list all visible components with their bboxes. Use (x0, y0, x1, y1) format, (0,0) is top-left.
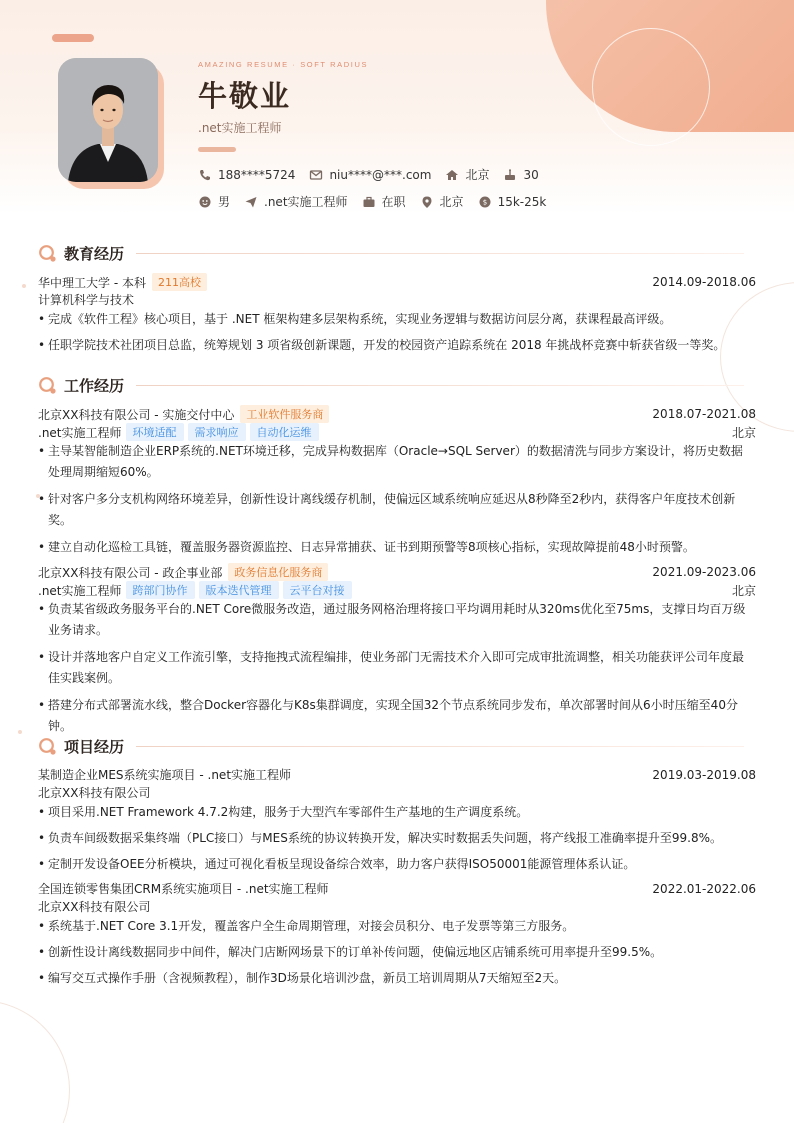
search-icon (38, 244, 58, 264)
project-header (38, 880, 756, 897)
contact-phone-text: 188****5724 (218, 167, 296, 182)
project-name: 某制造企业MES系统实施项目 - .net实施工程师 (38, 768, 292, 782)
major-name: 计算机科学与技术 (38, 293, 135, 307)
cake-icon (503, 168, 517, 182)
education-major (38, 291, 756, 308)
section-title-text: 教育经历 (64, 245, 125, 263)
header-decor-ring (592, 28, 710, 146)
skill-tag: 自动化运维 (250, 423, 319, 441)
project-date: 2022.01-2022.06 (652, 881, 756, 896)
job-badge: 政务信息化服务商 (228, 563, 328, 581)
project-company-row (38, 898, 756, 915)
section-title-text: 项目经历 (64, 738, 125, 756)
resume-header (0, 0, 794, 214)
project-company-row (38, 784, 756, 801)
list-item: • 项目采用.NET Framework 4.7.2构建，服务于大型汽车零部件生产基地的生产调度系统。 (38, 802, 750, 823)
job-role: .net实施工程师 (38, 583, 122, 598)
section-divider (136, 746, 744, 747)
list-item: • 定制开发设备OEE分析模块，通过可视化看板呈现设备综合效率，助力客户获得ISO50001能源管理体系认证。 (38, 854, 750, 875)
contact-status (362, 193, 406, 210)
section-projects-title (38, 736, 744, 757)
briefcase-icon (362, 195, 376, 209)
location-icon (420, 195, 434, 209)
job-header (38, 405, 756, 423)
skill-tag: 云平台对接 (283, 581, 352, 599)
list-item: • 设计并落地客户自定义工作流引擎，支持拖拽式流程编排，使业务部门无需技术介入即可完成审批流调整，相关功能获评公司年度最佳实践案例。 (38, 647, 750, 689)
contact-email-text: niu****@***.com (329, 167, 432, 182)
education-header (38, 273, 756, 291)
decor-dot (22, 284, 26, 288)
contact-email (309, 168, 431, 182)
list-item: • 任职学院技术社团项目总监，统筹规划 3 项省级创新课题，开发的校园资产追踪系统在 2018 年挑战杯竞赛中斩获省级一等奖。 (38, 335, 750, 356)
contact-intent (244, 193, 348, 210)
job-role-row (38, 581, 756, 599)
header-eyebrow: AMAZING RESUME · SOFT RADIUS (198, 60, 369, 69)
home-icon (445, 168, 459, 182)
project-name: 全国连锁零售集团CRM系统实施项目 - .net实施工程师 (38, 882, 329, 896)
job-title: .net实施工程师 (198, 121, 282, 135)
contact-age-text: 30 (523, 167, 539, 182)
job-date: 2021.09-2023.06 (652, 565, 756, 579)
list-item: • 搭建分布式部署流水线，整合Docker容器化与K8s集群调度，实现全国32个节点系统同步发布，单次部署时间从6小时压缩至40分钟。 (38, 695, 750, 737)
candidate-name: 牛敬业 (198, 79, 292, 113)
section-work-title (38, 375, 744, 396)
gender-icon (198, 195, 212, 209)
project-company: 北京XX科技有限公司 (38, 786, 151, 800)
contact-gender (198, 193, 230, 210)
contact-location-text: 北京 (439, 195, 464, 209)
mail-icon (309, 168, 323, 182)
search-icon (38, 737, 58, 757)
project-company: 北京XX科技有限公司 (38, 900, 151, 914)
svg-text:$: $ (482, 198, 487, 207)
contact-row-2 (198, 193, 560, 210)
section-education-title (38, 243, 744, 264)
list-item: • 主导某智能制造企业ERP系统的.NET环境迁移，完成异构数据库（Oracle→SQL Server）的数据清洗与同步方案设计，将历史数据处理周期缩短60%。 (38, 441, 750, 483)
decor-dot (18, 730, 22, 734)
profile-photo (58, 58, 158, 182)
list-item: • 创新性设计离线数据同步中间件，解决门店断网场景下的订单补传问题，使偏远地区店铺系统可用率提升至99.5%。 (38, 942, 750, 963)
phone-icon (198, 168, 212, 182)
contact-location (420, 193, 464, 210)
contact-city-text: 北京 (465, 168, 490, 182)
job-role-row (38, 423, 756, 441)
list-item: • 负责某省级政务服务平台的.NET Core微服务改造，通过服务网格治理将接口平均调用耗时从320ms优化至75ms，支撑日均百万级业务请求。 (38, 599, 750, 641)
contact-age (503, 168, 538, 182)
contact-salary-text: 15k-25k (497, 194, 547, 209)
list-item: • 编写交互式操作手册（含视频教程），制作3D场景化培训沙盘，新员工培训周期从7天缩短至2天。 (38, 968, 750, 989)
salary-icon (478, 195, 492, 209)
list-item: • 负责车间级数据采集终端（PLC接口）与MES系统的协议转换开发，解决实时数据丢失问题，将产线报工准确率提升至99.8%。 (38, 828, 750, 849)
project-header (38, 766, 756, 783)
section-title-text: 工作经历 (64, 377, 125, 395)
education-date: 2014.09-2018.06 (652, 275, 756, 289)
job-company: 北京XX科技有限公司 - 政企事业部 (38, 565, 223, 580)
school-badge: 211高校 (152, 273, 207, 291)
header-divider-pill (198, 147, 236, 152)
job-city: 北京 (731, 425, 756, 440)
search-icon (38, 376, 58, 396)
skill-tag: 版本迭代管理 (199, 581, 279, 599)
list-item: • 建立自动化巡检工具链，覆盖服务器资源监控、日志异常捕获、证书到期预警等8项核心指标，实现故障提前48小时预警。 (38, 537, 750, 558)
decor-arc-left (0, 1000, 70, 1123)
header-accent-pill (52, 34, 94, 42)
section-divider (136, 385, 744, 386)
send-icon (244, 195, 258, 209)
job-company: 北京XX科技有限公司 - 实施交付中心 (38, 407, 235, 422)
contact-phone (198, 168, 295, 182)
job-badge: 工业软件服务商 (240, 405, 329, 423)
project-date: 2019.03-2019.08 (652, 767, 756, 782)
contact-gender-text: 男 (218, 195, 231, 209)
contact-row-1 (198, 166, 553, 183)
list-item: • 系统基于.NET Core 3.1开发，覆盖客户全生命周期管理，对接会员积分、电子发票等第三方服务。 (38, 916, 750, 937)
job-role: .net实施工程师 (38, 425, 122, 440)
list-item: • 针对客户多分支机构网络环境差异，创新性设计离线缓存机制，使偏远区域系统响应延迟从8秒降至2秒内，获得客户年度技术创新奖。 (38, 489, 750, 531)
list-item: • 完成《软件工程》核心项目，基于 .NET 框架构建多层架构系统，实现业务逻辑与数据访问层分离，获课程最高评级。 (38, 309, 750, 330)
skill-tag: 跨部门协作 (126, 581, 195, 599)
skill-tag: 需求响应 (188, 423, 246, 441)
contact-intent-text: .net实施工程师 (264, 195, 348, 209)
section-divider (136, 253, 744, 254)
job-header (38, 563, 756, 581)
school-name: 华中理工大学 - 本科 (38, 275, 146, 290)
skill-tag: 环境适配 (126, 423, 184, 441)
job-city: 北京 (731, 583, 756, 598)
contact-salary (478, 195, 547, 209)
job-date: 2018.07-2021.08 (652, 407, 756, 421)
contact-city (445, 166, 489, 183)
contact-status-text: 在职 (381, 195, 406, 209)
